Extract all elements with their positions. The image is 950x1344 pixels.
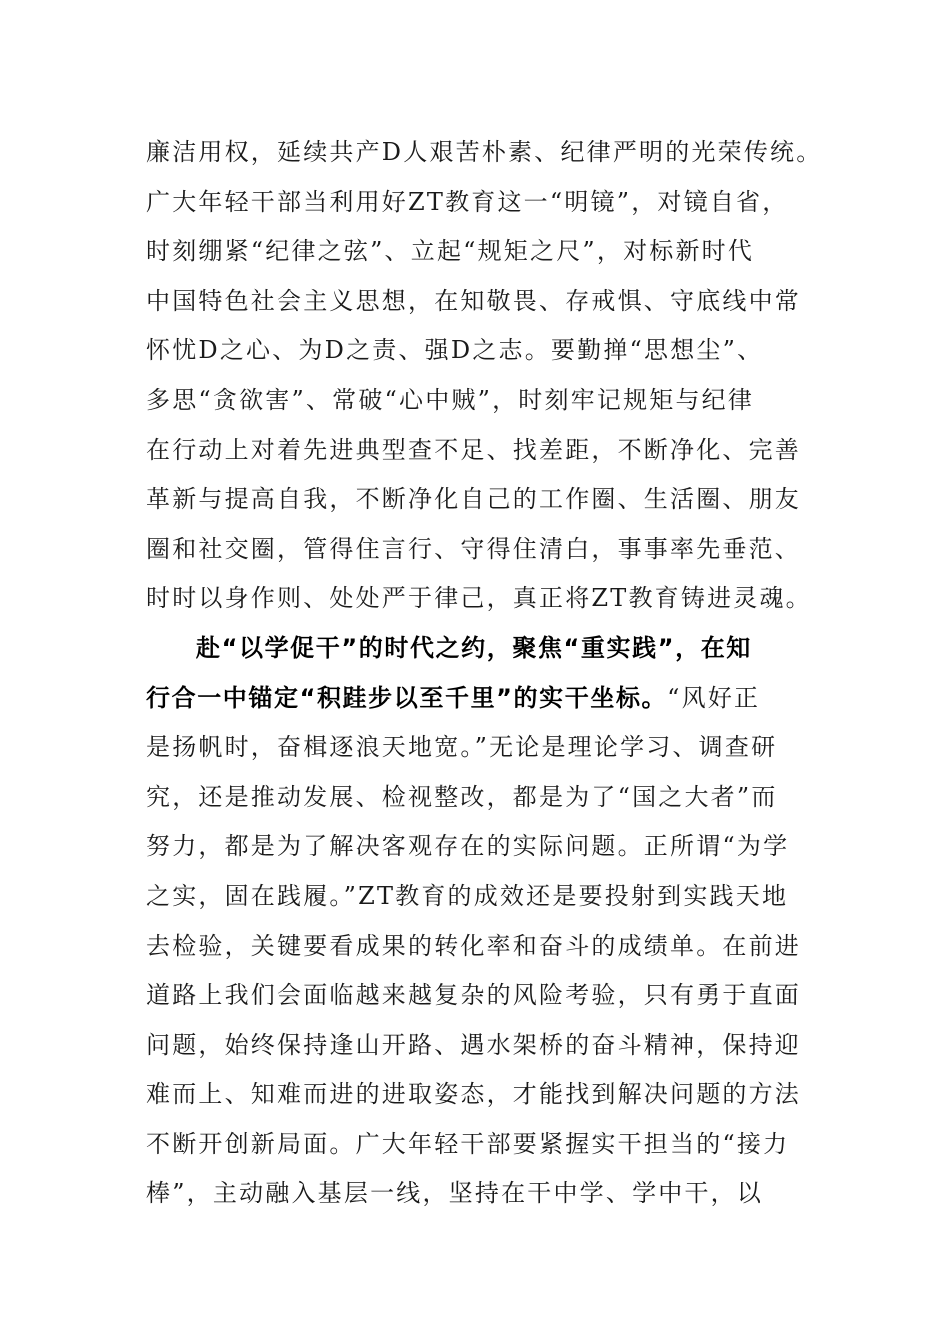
paragraph-heading-line: [146, 674, 826, 724]
text-line: 革新与提高自我，不断净化自己的工作圈、生活圈、朋友: [146, 485, 801, 514]
text-line: 怀忧D之心、为D之责、强D之志。要勤掸“思想尘”、: [146, 336, 764, 365]
text-line: 广大年轻干部当利用好ZT教育这一“明镜”，对镜自省，: [146, 187, 789, 216]
text-line: 时时以身作则、处处严于律己，真正将ZT教育铸进灵魂。: [146, 584, 812, 613]
quote-start: “风好正: [667, 683, 761, 712]
heading-tail: 行合一中锚定“积跬步以至千里”的实干坐标。: [146, 683, 668, 712]
text-line: 道路上我们会面临越来越复杂的风险考验，只有勇于直面: [146, 981, 801, 1010]
text-line: 时刻绷紧“纪律之弦”、立起“规矩之尺”，对标新时代: [146, 237, 755, 266]
text-line: 不断开创新局面。广大年轻干部要紧握实干担当的“接力: [146, 1129, 790, 1158]
text-line: 廉洁用权，延续共产D人艰苦朴素、纪律严明的光荣传统。: [146, 138, 823, 166]
text-line: 之实，固在践履。”ZT教育的成效还是要投射到实践天地: [146, 881, 789, 910]
text-line: 多思“贪欲害”、常破“心中贼”，时刻牢记规矩与纪律: [146, 385, 755, 414]
text-line: 难而上、知难而进的进取姿态，才能找到解决问题的方法: [146, 1080, 801, 1109]
text-line: 圈和社交圈，管得住言行、守得住清白，事事率先垂范、: [146, 534, 801, 563]
text-line: 棒”，主动融入基层一线，坚持在干中学、学中干，以: [146, 1179, 764, 1208]
text-line: 努力，都是为了解决客观存在的实际问题。正所谓“为学: [146, 832, 790, 861]
text-line: 去检验，关键要看成果的转化率和奋斗的成绩单。在前进: [146, 931, 801, 960]
text-line: 究，还是推动发展、检视整改，都是为了“国之大者”而: [146, 782, 778, 811]
body-text: [146, 128, 826, 1219]
text-line: 在行动上对着先进典型查不足、找差距，不断净化、完善: [146, 435, 801, 464]
text-line: 中国特色社会主义思想，在知敬畏、存戒惧、守底线中常: [146, 286, 801, 315]
text-line: 是扬帆时，奋楫逐浪天地宽。”无论是理论学习、调查研: [146, 733, 778, 762]
paragraph-heading-line: 赴“以学促干”的时代之约，聚焦“重实践”，在知: [196, 633, 752, 662]
text-line: 问题，始终保持逢山开路、遇水架桥的奋斗精神，保持迎: [146, 1030, 801, 1059]
